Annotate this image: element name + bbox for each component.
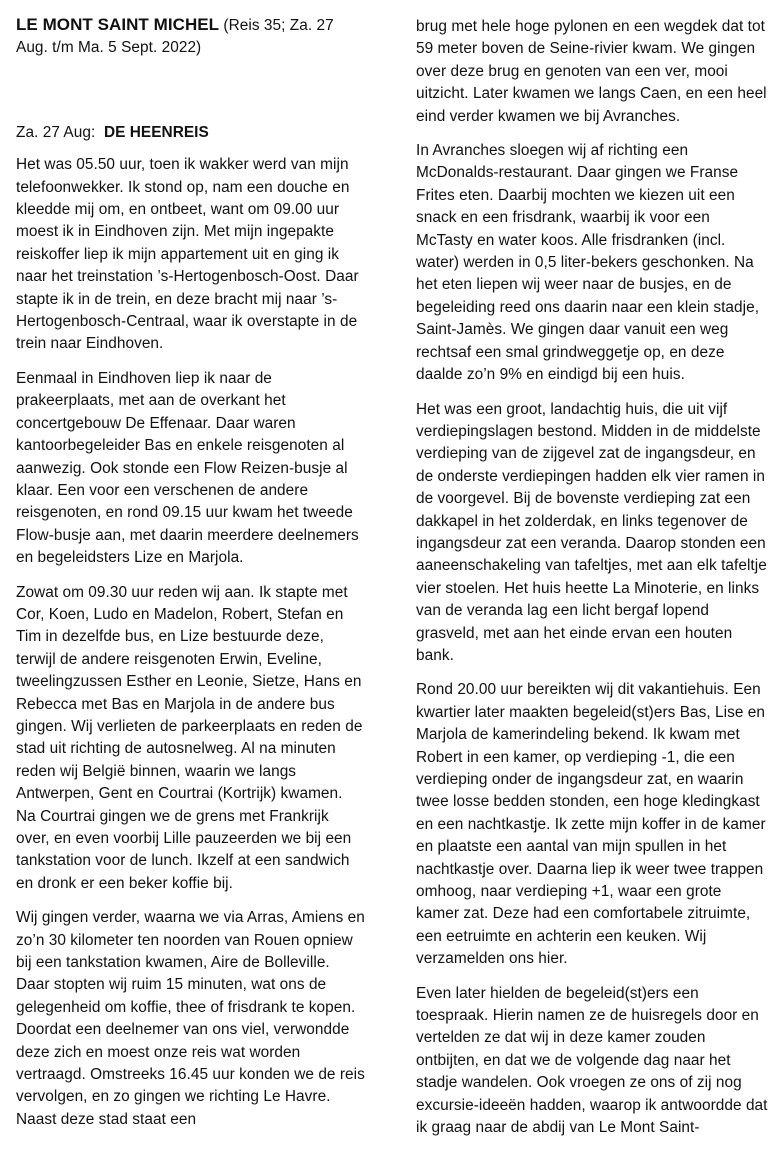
paragraph [16, 368, 366, 570]
paragraph: Rond 20.00 uur bereikten wij dit vakantiehuis. Een kwartier later maakten begeleid(st)ers Bas, Lise en Marjola de kamerindeling bekend. Ik kwam met Robert in een kamer, op verdieping -1, die een verdieping onder de ingangsdeur zat, en waarin twee losse bedden stonden, een hoge kledingkast en een nachtkastje. Ik zette mijn koffer in de kamer en plaatste een aantal van mijn spullen in het nachtkastje over. Daarna liep ik weer twee trappen omhoog, naar verdieping +1, waar een grote kamer zat. Deze had een comfortabele zitruimte, een eetruimte en achterin een keuken. Wij verzamelden ons hier. [416, 681, 766, 968]
paragraph: Wij gingen verder, waarna we via Arras, Amiens en zo’n 30 kilometer ten noorden van Rouen opniew bij een tankstation kwamen, Aire de Bolleville. Daar stopten wij ruim 15 minuten, wat ons de gelegenheid om koffie, thee of frisdrank te kopen. Doordat een deelnemer van ons viel, verwondde deze zich en moest onze reis wat worden vertraagd. Omstreeks 16.45 uur konden we de reis vervolgen, en zo gingen we richting Le Havre. Naast deze stad staat een [16, 909, 365, 1128]
day-prefix: Za. 27 Aug: [16, 123, 96, 141]
paragraph: Het was een groot, landachtig huis, die uit vijf verdiepingslagen bestond. Midden in de middelste verdieping van de zijgevel zat de ingangsdeur, en de onderste verdiepingen hadden elk vier ramen in de voorgevel. Bij de bovenste verdieping zat een dakkapel in het zolderdak, en links tegenover de ingangsdeur zat een veranda. Daarop stonden een aaneenschakeling van tafeltjes, met aan elk tafeltje vier stoelen. Het huis heette La Minoterie, en links van de veranda lag een licht bergaf lopend grasveld, met aan het einde ervan een houten bank. [416, 400, 767, 664]
title-main: LE MONT SAINT MICHEL [16, 15, 220, 34]
paragraph: In Avranches sloegen wij af richting een McDonalds-restaurant. Daar gingen we Franse Frites eten. Daarbij mochten we kiezen uit een snack en een frisdrank, waarbij ik voor een McTasty en water koos. Alle frisdranken (incl. water) werden in 0,5 liter-bekers geschonken. Na het eten liepen wij weer naar de busjes, en de begeleiding reed ons daarin naar een klein stadje, Saint-Jamès. We gingen daar vanuit een weg rechtsaf een smal grindweggetje op, en deze daalde zo’n 9% en eindigd bij een huis. [416, 142, 760, 384]
document-title [16, 14, 366, 60]
paragraph: Het was 05.50 uur, toen ik wakker werd van mijn telefoonwekker. Ik stond op, nam een douche en kleedde mij om, en ontbeet, want om 09.00 uur moest ik in Eindhoven zijn. Met mijn ingepakte reiskoffer liep ik mijn appartement uit en ging ik naar het treinstation ’s-Hertogenbosch-Oost. Daar stapte ik in de trein, en deze bracht mij naar ’s-Hertogenbosch-Centraal, waar ik overstapte in de trein naar Eindhoven. [16, 156, 359, 353]
right-column [416, 16, 768, 1152]
paragraph: Even later hielden de begeleid(st)ers een toespraak. Hierin namen ze de huisregels door en vertelden ze dat wij in deze kamer zouden ontbijten, en dat we de volgende dag naar het stadje wandelen. Ook vroegen ze ons of zij nog excursie-ideeën hadden, waarop ik antwoordde dat ik graag naar de abdij van Le Mont Saint- [416, 984, 768, 1137]
paragraph: brug met hele hoge pylonen en een wegdek dat tot 59 meter boven de Seine-rivier kwam. We gingen over deze brug en genoten van een ver, mooi uitzicht. Later kwamen we langs Caen, en een heel eind verder kwamen we bij Avranches. [416, 18, 767, 125]
title-subtitle: (Reis 35; Za. 27 Aug. t/m Ma. 5 Sept. 2022) [16, 17, 334, 57]
left-column [16, 14, 366, 1143]
paragraph: Zowat om 09.30 uur reden wij aan. Ik stapte met Cor, Koen, Ludo en Madelon, Robert, Stefan en Tim in dezelfde bus, en Lize bestuurde deze, terwijl de andere reisgenoten Erwin, Eveline, tweelingzussen Esther en Leonie, Sietze, Hans en Rebecca met Bas en Marjola in de andere bus gingen. Wij verlieten de parkeerplaats en reden de stad uit richting de autosnelweg. Al na minuten reden wij België binnen, waarin we langs Antwerpen, Gent en Courtrai (Kortrijk) kwamen. Na Courtrai gingen we de grens met Frankrijk over, en even voorbij Lille pauzeerden we bij een tankstation voor de lunch. Ikzelf at een sandwich en dronk er een beker koffie bij. [16, 583, 363, 892]
paragraph-text-start: Eenmaal in Eindhoven liep ik naar de prakeerplaats, met aan de overkant het concertgebouw De Effenaar. Daar waren kantoorbegeleider Bas en enkele reisgenoten al aanwezig. Ook stonde een Flow Reizen-busje al klaar. Een voor een verschenen de andere reisgenoten, en rond 09.15 uur kwam het tweede Flow-busje aan, met daarin meerdere deelnemers en begeleidsters Lize en Marjola. [16, 369, 359, 567]
day-name: DE HEENREIS [103, 123, 209, 141]
day-heading [16, 122, 366, 144]
